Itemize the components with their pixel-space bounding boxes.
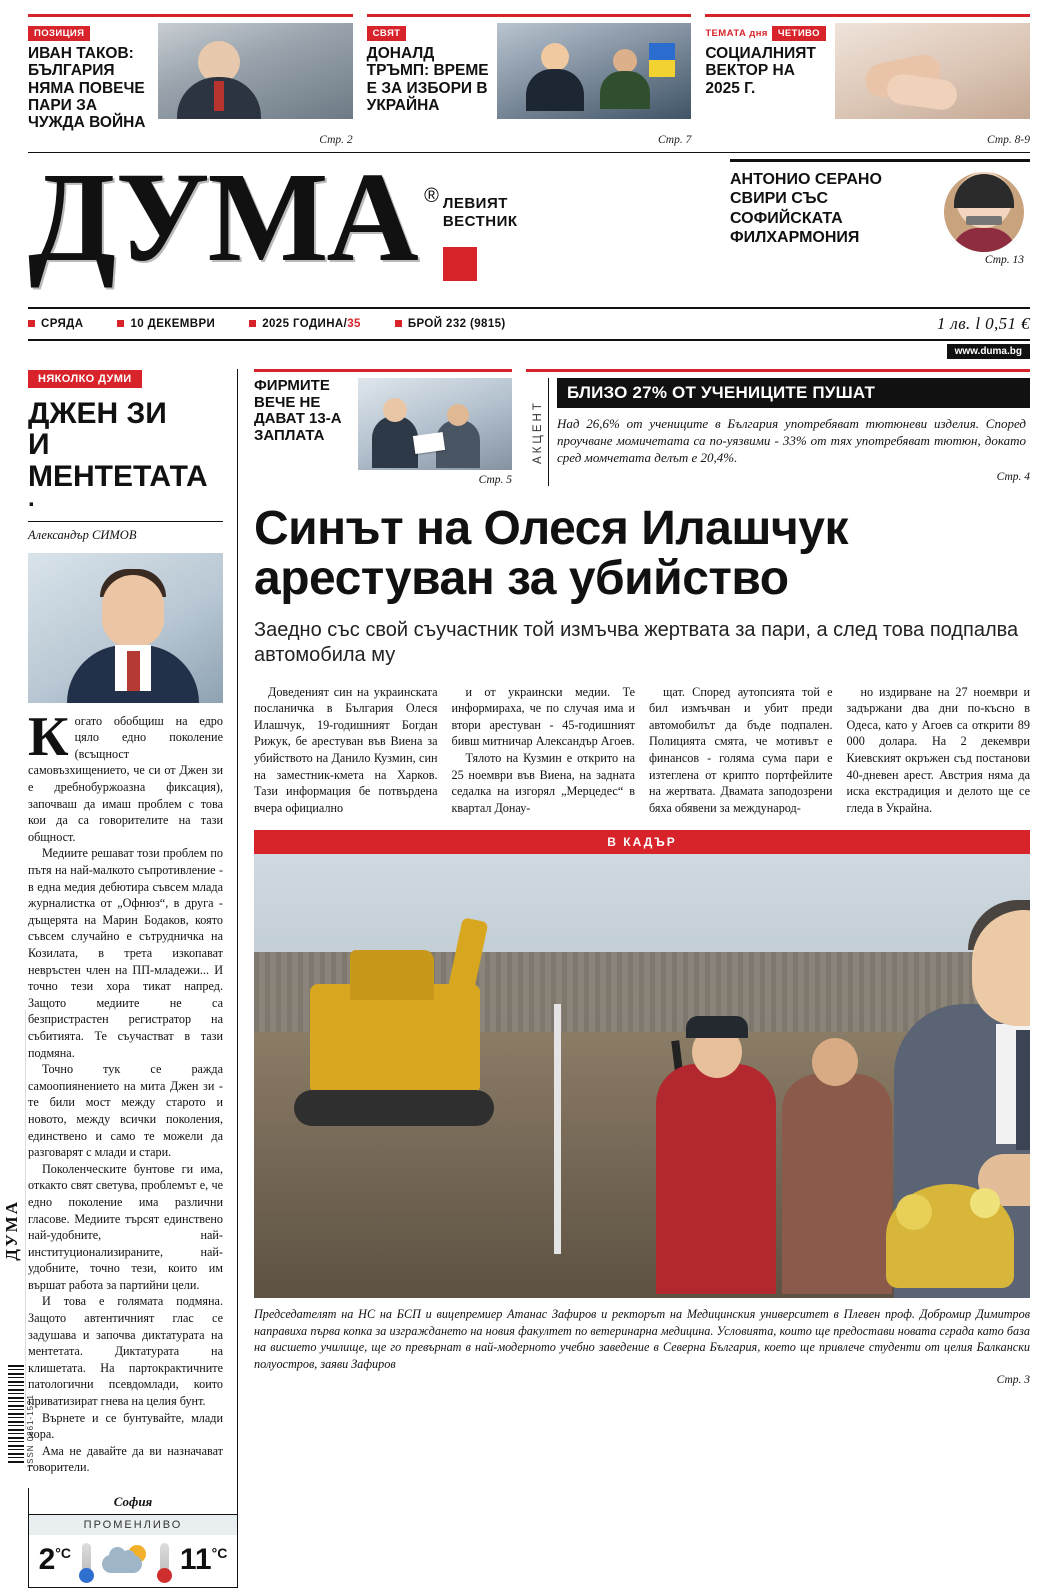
promo-firmi-inner <box>254 378 512 470</box>
face-shape-a <box>541 43 569 71</box>
infobar-year-number: 35 <box>347 317 361 330</box>
opinion-author: Александър СИМОВ <box>28 521 223 543</box>
main-article-columns <box>254 684 1030 817</box>
website-line <box>28 344 1030 359</box>
weather-widget <box>28 1488 238 1588</box>
infobar-price: 1 лв. l 0,51 € <box>936 313 1030 333</box>
face-shape <box>102 575 164 647</box>
teaser-strip <box>0 0 1058 132</box>
bullet-square-icon <box>117 320 124 327</box>
infobar-issue <box>395 318 506 330</box>
photo-groundbreaking-ceremony <box>254 854 1030 1298</box>
teaser-3-title: СОЦИАЛНИЯТ ВЕКТОР НА 2025 Г. <box>705 45 816 97</box>
infobar-date-label: 10 ДЕКЕМВРИ <box>130 317 216 330</box>
suit-shape-b <box>600 71 650 109</box>
weather-temp-max-unit: °C <box>211 1545 228 1561</box>
registered-trademark-icon: ® <box>424 184 439 207</box>
face-shape-b <box>613 49 637 73</box>
teaser-2-page: Стр. 7 <box>657 133 692 146</box>
website-url[interactable]: www.duma.bg <box>947 344 1030 359</box>
masthead-slogan-line1: ЛЕВИЯТ <box>442 194 508 212</box>
logo-wrap[interactable] <box>28 145 439 288</box>
article-column-1 <box>254 684 438 817</box>
sun-cloud-icon <box>102 1545 148 1575</box>
speaker-tie <box>1016 1030 1030 1150</box>
person-red-jacket <box>656 1064 776 1294</box>
opinion-paragraph <box>28 705 223 846</box>
weather-temp-max <box>180 1543 227 1577</box>
opinion-paragraph: И това е голямата подмяна. Защото автентичният глас се задушава и започва диктатурата на ментетата. Диктатурата на клишетата. На партокрактичните патологични псевдомлади, които приватизират гнева на целия бунт. <box>28 1294 223 1409</box>
promo-firmi[interactable] <box>254 369 512 486</box>
infobar-year-label: 2025 ГОДИНА/ <box>262 317 348 330</box>
excavator-cabin <box>350 950 434 1000</box>
tie-shape <box>214 81 224 111</box>
opinion-paragraph: Медиите решават този проблем по пътя на най-малкото съпротивление - в една медия дебютира съвсем млада журналистка от „Офнюз“, в друга - дъщерята на Марин Бодаков, която съвсем случайно е сътрудничка на Козилата, в трета изкопават невръстен член на ПП-младежи... И точно тези хора тикат напред. Защото медиите не са безпристрастен регистратор на събитията. Те съучастват в тази подмяна. <box>28 846 223 1060</box>
aktsent-page: Стр. 4 <box>996 470 1030 483</box>
infobar-year <box>249 318 361 330</box>
suit-shape-a <box>526 69 584 111</box>
masthead-promo-title: АНТОНИО СЕРАНО СВИРИ СЪС СОФИЙСКАТА ФИЛХАРМОНИЯ <box>730 170 882 247</box>
ukraine-flag-icon <box>649 43 675 77</box>
teaser-2-text <box>367 23 497 119</box>
head-shape-2 <box>447 404 469 426</box>
photo-trump-zelensky <box>497 23 692 119</box>
article-paragraph: Доведеният син на украинската посланичка в България Олеся Илашчук, 19-годишният Богдан Рижук, бе арестуван във Виена за убийството на Данило Кузмин, син на заместник-кмета на Харков. Тази информация бе потвърдена вчера официално <box>254 684 438 815</box>
red-square-decoration <box>443 247 477 281</box>
main-subheadline: Заедно със свой съучастник той измъчва жертвата за пари, а след това подпалва автомобила му <box>254 618 1019 666</box>
opinion-paragraph: Точно тук се ражда самоопиянението на мита Джен зи - те били мост между старото и новото, между всички поколения, единствено и само те можели да разговарят с млади и стари. <box>28 1062 223 1160</box>
aktsent-body <box>548 378 1030 486</box>
excavator-tracks <box>294 1090 494 1126</box>
opinion-paragraph-0: огато обобщиш на едро цяло едно поколение (всъщност самовъзхищението, че си от Джен зи е дребнобуржоазна фиксация), започваш да имаш проблем с това кои да са говорителите на тази общност. <box>28 713 223 844</box>
opinion-paragraph: Върнете и се бунтувайте, млади хора. <box>28 1410 223 1442</box>
thermometer-cold-icon <box>82 1543 91 1577</box>
promo-firmi-page: Стр. 5 <box>478 473 512 486</box>
article-paragraph: Тялото на Кузмин е открито на 25 ноември във Виена, на задната седалка на изгорял „Мерцедес“ в квартал Донау- <box>451 750 635 815</box>
main-headline[interactable]: Синът на Олеся Илашчук арестуван за убийство <box>254 501 848 605</box>
author-portrait <box>28 553 223 703</box>
shirt-shape <box>952 228 1016 252</box>
infobar-weekday <box>28 318 83 330</box>
weather-temp-max-value: 11 <box>179 1543 212 1576</box>
bullet-square-icon <box>395 320 402 327</box>
article-paragraph: но издирване на 27 ноември и задържани два дни по-късно в Одеса, като у Агоев са открити 89 000 долара. На 2 декември Киевският окръжен съд постанови 40-дневен арест. Австрия няма да иска екстрадиция и делото ще се гледа в Украйна. <box>846 684 1030 815</box>
barcode-number: ISSN 0861-1521 <box>26 1393 35 1467</box>
weather-values <box>29 1535 237 1587</box>
head-shape-1 <box>383 398 407 422</box>
masthead-slogan <box>443 195 518 231</box>
masthead-promo-page: Стр. 13 <box>984 253 1024 266</box>
article-column-4 <box>847 684 1031 817</box>
masthead-slogan-block <box>417 159 518 281</box>
infobar-date <box>117 318 215 330</box>
portrait-antonio-serrano <box>944 172 1024 252</box>
teaser-2-tag: СВЯТ <box>367 26 407 41</box>
dropcap: К <box>28 705 69 768</box>
newspaper-logo[interactable]: ДУМА <box>28 145 417 288</box>
promo-row <box>254 369 1030 486</box>
bullet-square-icon <box>28 320 35 327</box>
opinion-kicker: НЯКОЛКО ДУМИ <box>28 370 142 388</box>
teaser-2-title: ДОНАЛД ТРЪМП: ВРЕМЕ Е ЗА ИЗБОРИ В УКРАЙНА <box>366 45 489 115</box>
tie-shape <box>127 651 140 691</box>
aktsent-box[interactable] <box>526 369 1030 486</box>
teaser-page-refs <box>0 132 1058 146</box>
opinion-title-dot: . <box>28 485 35 513</box>
person-plaid-jacket <box>782 1074 892 1294</box>
pole-shape <box>554 1004 561 1254</box>
teaser-1-title: ИВАН ТАКОВ: БЪЛГАРИЯ НЯМА ПОВЕЧЕ ПАРИ ЗА ЧУЖДА ВОЙНА <box>28 45 146 132</box>
business-card-shape <box>413 432 445 454</box>
opinion-title <box>28 396 223 513</box>
promo-firmi-title: ФИРМИТЕ ВЕЧЕ НЕ ДАВАТ 13-А ЗАПЛАТА <box>254 376 342 445</box>
cloud-shape <box>102 1555 142 1573</box>
photo-band-label: В КАДЪР <box>254 830 1030 854</box>
weather-temp-min <box>39 1543 71 1577</box>
weather-temp-min-value: 2 <box>38 1543 56 1576</box>
teaser-3-tag: ЧЕТИВО <box>772 26 826 41</box>
flower-arrangement <box>886 1184 1014 1288</box>
infobar-issue-label: БРОЙ 232 (9815) <box>407 317 506 330</box>
portrait-ivan-takov <box>158 23 353 119</box>
article-column-3 <box>649 684 833 817</box>
person-red-jacket-cap <box>686 1016 748 1038</box>
masthead <box>0 145 1058 288</box>
article-paragraph: щат. Според аутопсията той е бил измъчван и убит преди автомобилът да бъде подпален. Полицията смята, че мотивът е финансов - голяма сума пари е изтеглена от крипто портфейлите на жертвата. Двамата заподозрени бяха обявени за международ- <box>649 684 833 815</box>
person-shape-1 <box>372 416 418 468</box>
thermometer-warm-icon <box>160 1543 169 1577</box>
harmonica-icon <box>966 216 1002 225</box>
teaser-1-tag: ПОЗИЦИЯ <box>28 26 90 41</box>
photo-caption-page: Стр. 3 <box>996 1374 1030 1387</box>
masthead-slogan-line2: ВЕСТНИК <box>442 212 518 230</box>
weather-condition: ПРОМЕНЛИВО <box>29 1515 237 1535</box>
article-column-2 <box>452 684 636 817</box>
teaser-1-text <box>28 23 158 132</box>
teaser-3-page: Стр. 8-9 <box>987 133 1031 146</box>
weather-temp-min-unit: °C <box>55 1545 72 1561</box>
aktsent-title: БЛИЗО 27% ОТ УЧЕНИЦИТЕ ПУШАТ <box>557 378 1030 408</box>
photo-helping-hands <box>835 23 1030 119</box>
opinion-paragraph: Ама не давайте да ви назначават говорители. <box>28 1443 223 1475</box>
teaser-2[interactable] <box>367 14 692 119</box>
opinion-body <box>28 705 223 1476</box>
excavator-body <box>310 984 480 1094</box>
opinion-title-line2: И МЕНТЕТАТА <box>28 428 208 493</box>
hair-shape <box>954 174 1014 208</box>
hand-shape-2 <box>886 72 959 111</box>
body-grid <box>0 359 1058 1588</box>
bullet-square-icon <box>249 320 256 327</box>
teaser-3-text <box>705 23 835 119</box>
weather-city: София <box>29 1488 237 1515</box>
article-paragraph: и от украински медии. Те информираха, че по случая има и втори арестуван - 45-годишният бивш митничар Александър Агоев. <box>451 684 635 749</box>
opinion-title-line1: ДЖЕН ЗИ <box>28 396 167 430</box>
issue-infobar <box>28 307 1030 341</box>
opinion-paragraph: Поколенческите бунтове ги има, откакто свят светува, проблемът е, че едно поколение има различни гласове. Медиите търсят единствено най-удобните, най-институционализираните, най-удобните, точно тези, които им вършат работа за партийни цели. <box>28 1161 223 1292</box>
main-column <box>238 369 1030 1588</box>
masthead-promo[interactable] <box>730 159 1030 266</box>
photo-businessmen-handshake <box>358 378 512 470</box>
teaser-3-tag-temata: ТЕМАТА дня <box>705 28 768 39</box>
teaser-1-page: Стр. 2 <box>319 133 353 146</box>
aktsent-text: Над 26,6% от учениците в България употребяват тютюневи изделия. Според проучване момичетата са по-уязвими - 33% от тях употребяват тютюн, докато сред момчетата делът е 20,4%. <box>557 415 1026 466</box>
spine-logo-text: ДУМА <box>2 1200 21 1261</box>
opinion-column <box>28 369 238 1588</box>
photo-caption: Председателят на НС на БСП и вицепремиер Атанас Зафиров и ректорът на Медицинския университет в Плевен проф. Добромир Димитров направиха първа копка за изграждането на новия факултет по ветеринарна медицина. Условията, които ще предостави новата сграда като база на висшето училище, ще го превърнат в най-модерното учебно заведение в Северна България, което ще привлече студенти от целия Балкански полуостров, заяви Зафиров <box>254 1307 1030 1371</box>
teaser-3[interactable] <box>705 14 1030 119</box>
aktsent-label: АКЦЕНТ <box>532 399 544 464</box>
infobar-weekday-label: СРЯДА <box>41 317 84 330</box>
teaser-1[interactable] <box>28 14 353 132</box>
barcode-icon <box>8 1365 24 1465</box>
